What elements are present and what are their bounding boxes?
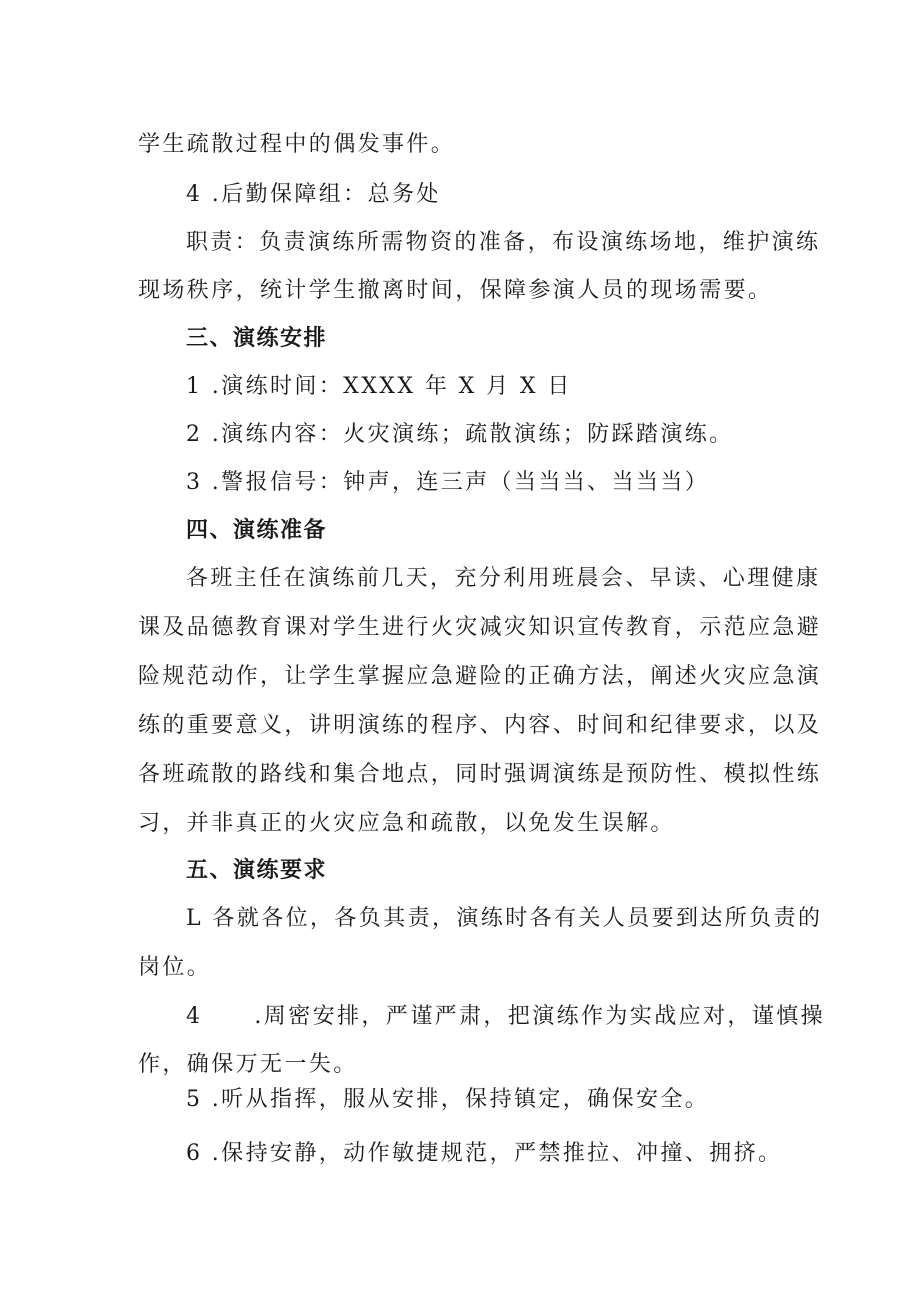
text-line: 各班疏散的路线和集合地点，同时强调演练是预防性、模拟性练: [138, 762, 822, 787]
text-line: 练的重要意义，讲明演练的程序、内容、时间和纪律要求，以及: [138, 713, 822, 738]
text-line: 职责：负责演练所需物资的准备，布设演练场地，维护演练: [186, 230, 821, 255]
text-line: 险规范动作，让学生掌握应急避险的正确方法，阐述火灾应急演: [138, 664, 822, 689]
text-line: 2 .演练内容：火灾演练；疏散演练；防踩踏演练。: [186, 422, 734, 447]
section-heading: 三、演练安排: [186, 326, 328, 351]
text-line: 课及品德教育课对学生进行火灾减灾知识宣传教育，示范应急避: [138, 615, 822, 640]
text-line: 1 .演练时间：XXXX 年 X 月 X 日: [186, 374, 572, 399]
list-text: .周密安排，严谨严肃，把演练作为实战应对，谨慎操: [254, 1004, 826, 1029]
text-line: 作，确保万无一失。: [138, 1052, 358, 1077]
text-line: 岗位。: [138, 955, 212, 980]
text-line: 5 .听从指挥，服从安排，保持镇定，确保安全。: [186, 1087, 710, 1112]
section-heading: 五、演练要求: [186, 858, 328, 883]
section-heading: 四、演练准备: [186, 518, 328, 543]
text-line: 6 .保持安静，动作敏捷规范，严禁推拉、冲撞、拥挤。: [186, 1141, 783, 1166]
list-number: 4: [186, 1004, 203, 1029]
text-line: L 各就各位，各负其责，演练时各有关人员要到达所负责的: [186, 906, 823, 931]
text-line: [186, 1002, 825, 1032]
text-line: 各班主任在演练前几天，充分利用班晨会、早读、心理健康: [186, 566, 821, 591]
text-line: 习，并非真正的火灾应急和疏散，以免发生误解。: [138, 811, 675, 836]
text-line: 4 .后勤保障组：总务处: [186, 182, 441, 207]
text-line: 现场秩序，统计学生撤离时间，保障参演人员的现场需要。: [138, 278, 773, 303]
text-line: 学生疏散过程中的偶发事件。: [138, 132, 456, 157]
text-line: 3 .警报信号：钟声，连三声（当当当、当当当）: [186, 470, 710, 495]
